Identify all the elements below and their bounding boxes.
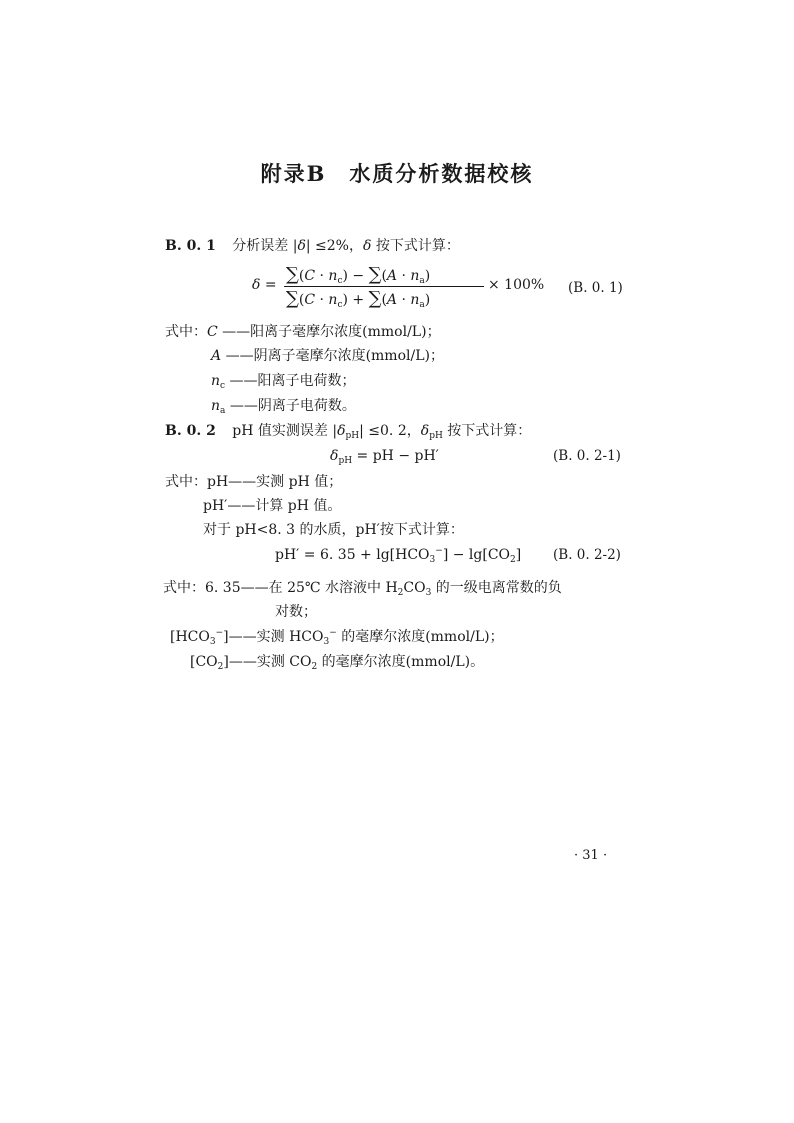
clause-text: pH 值实测误差 $|\delta_{pH}| \le 0$. 2，$\delta_{pH}$ 按下式计算： <box>232 423 532 441</box>
equation-number: (B. 0. 2-1) <box>553 448 621 464</box>
definition-line: $n_a$ ——阴离子电荷数。 <box>211 398 356 416</box>
definition-line: $n_c$ ——阳离子电荷数； <box>211 373 356 391</box>
definition-line: pH′——计算 pH 值。 <box>203 498 342 514</box>
clause-b02 <box>165 421 531 441</box>
formula-b02-2: pH′ = 6. $35 + \lg[HCO_3^-] - \lg[CO_2]$ <box>275 546 522 565</box>
definition-line: $[HCO_3^-]——$实测 $HCO_3^-$ 的毫摩尔浓度(mmol/L)； <box>170 628 504 647</box>
clause-b01 <box>165 236 460 256</box>
formula-denominator: $\sum(C \cdot n_c) + \sum(A \cdot n_a)$ <box>286 288 431 310</box>
definition-line: 式中：pH——实测 pH 值； <box>165 474 343 490</box>
fraction-bar <box>284 286 484 287</box>
equation-number: (B. 0. 1) <box>568 280 623 296</box>
equation-number: (B. 0. 2-2) <box>553 547 621 563</box>
definition-line: 式中：6. 35——在 25℃ 水溶液中 $H_2CO_3$ 的一级电离常数的负 <box>163 580 562 598</box>
appendix-title: 附录B 水质分析数据校核 <box>260 161 534 186</box>
formula-lhs: δ = <box>252 277 277 293</box>
definition-line: 对数； <box>275 604 317 620</box>
condition-line: 对于 pH<8. 3 的水质，pH′按下式计算： <box>203 522 464 538</box>
page-number: · 31 · <box>574 848 608 863</box>
definition-line: 式中：C ——阳离子毫摩尔浓度(mmol/L)； <box>165 324 441 340</box>
clause-text: 分析误差 |δ| ≤2%，δ 按下式计算： <box>232 238 460 254</box>
clause-number: B. 0. 2 <box>165 423 216 439</box>
formula-numerator: $\sum(C \cdot n_c) - \sum(A \cdot n_a)$ <box>286 264 431 286</box>
formula-tail: × 100% <box>488 277 545 293</box>
clause-number: B. 0. 1 <box>165 238 216 254</box>
definition-line: $[CO_2]——$实测 $CO_2$ 的毫摩尔浓度(mmol/L)。 <box>190 654 485 672</box>
formula-b02-1: $\delta_{pH}$ = pH − pH′ <box>330 448 439 466</box>
definition-line: A ——阴离子毫摩尔浓度(mmol/L)； <box>211 348 444 364</box>
